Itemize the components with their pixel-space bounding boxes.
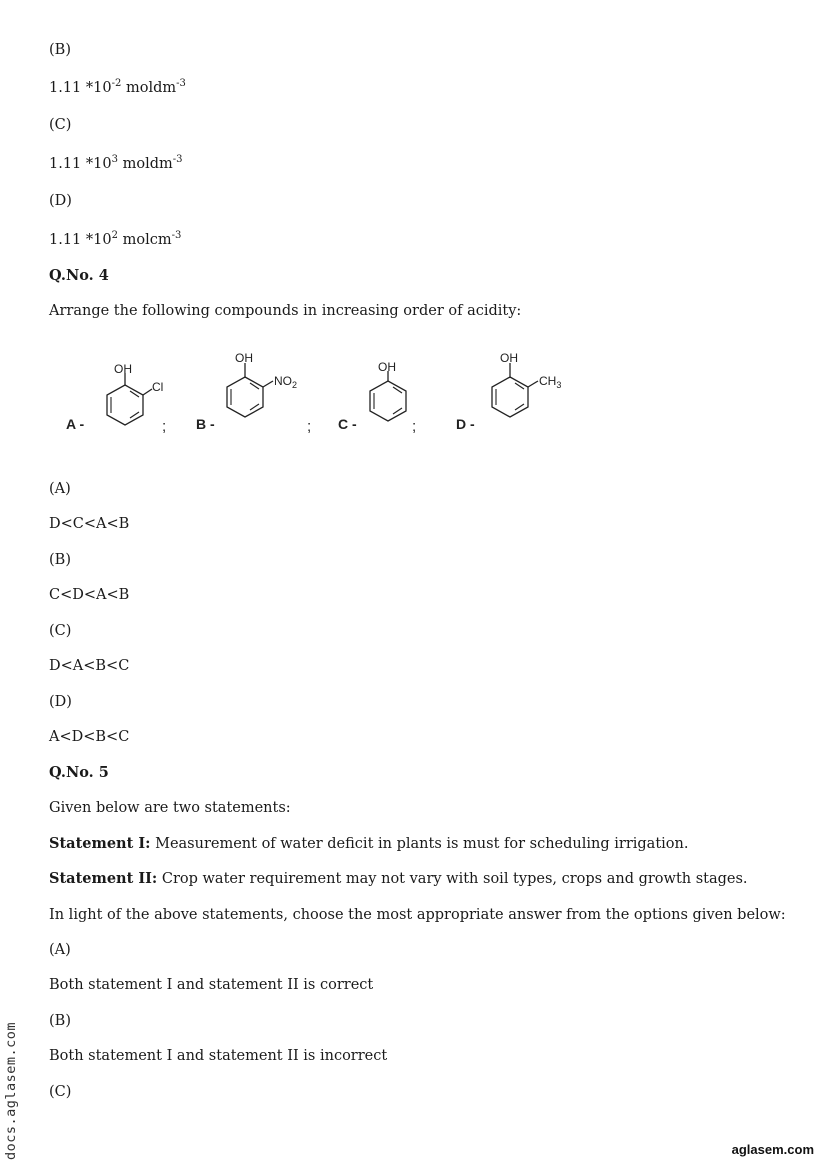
compound-c-oh: OH bbox=[378, 360, 396, 374]
compound-c-label: C - bbox=[338, 416, 357, 432]
q4-option-d-label: (D) bbox=[49, 694, 72, 710]
q5-prompt: In light of the above statements, choose the most appropriate answer from the options given below: bbox=[49, 907, 786, 923]
footer-brand: aglasem.com bbox=[731, 1142, 814, 1157]
compound-d-oh: OH bbox=[500, 351, 518, 365]
separator-3: ; bbox=[412, 418, 417, 435]
separator-1: ; bbox=[162, 418, 167, 435]
q4-number: Q.No. 4 bbox=[49, 267, 109, 284]
compound-a-substituent: Cl bbox=[152, 380, 164, 394]
q4-option-a-value: D<C<A<B bbox=[49, 516, 130, 532]
q4-option-b-value: C<D<A<B bbox=[49, 587, 130, 603]
compound-b-substituent: $NO_2$ bbox=[274, 374, 298, 390]
compound-a-oh: OH bbox=[114, 362, 132, 376]
separator-2: ; bbox=[307, 418, 312, 435]
q3-option-d-label: (D) bbox=[49, 193, 72, 209]
q5-option-b-label: (B) bbox=[49, 1013, 71, 1029]
compound-c-structure bbox=[338, 360, 416, 435]
phenol-compounds-figure bbox=[62, 343, 587, 443]
q4-option-b-label: (B) bbox=[49, 552, 71, 568]
compound-a-label: A - bbox=[66, 416, 85, 432]
q4-option-a-label: (A) bbox=[49, 481, 71, 497]
compound-b-oh: OH bbox=[235, 351, 253, 365]
q3-option-c-label: (C) bbox=[49, 117, 72, 133]
statement-2-text: Crop water requirement may not vary with soil types, crops and growth stages. bbox=[157, 871, 748, 887]
q4-option-d-value: A<D<B<C bbox=[49, 729, 130, 745]
q5-option-c-label: (C) bbox=[49, 1084, 72, 1100]
statement-2-label: Statement II: bbox=[49, 870, 158, 887]
q3-option-b-value: 1.11 $*10^{-2}$ moldm$^{-3}$ bbox=[49, 78, 186, 96]
q5-statement-2 bbox=[49, 869, 748, 889]
compound-a-structure bbox=[66, 362, 166, 435]
q3-option-d-value: 1.11 $*10^2$ molcm$^{-3}$ bbox=[49, 230, 182, 248]
q4-option-c-value: D<A<B<C bbox=[49, 658, 130, 674]
q5-intro: Given below are two statements: bbox=[49, 800, 291, 816]
q5-number: Q.No. 5 bbox=[49, 764, 109, 781]
q3-option-b-label: (B) bbox=[49, 42, 71, 58]
compound-b-structure bbox=[196, 351, 311, 435]
q5-option-a-label: (A) bbox=[49, 942, 71, 958]
side-watermark: docs.aglasem.com bbox=[3, 1021, 19, 1160]
q4-option-c-label: (C) bbox=[49, 623, 72, 639]
q5-option-b-value: Both statement I and statement II is incorrect bbox=[49, 1048, 388, 1064]
q3-option-c-value: 1.11 $*10^3$ moldm$^{-3}$ bbox=[49, 154, 183, 172]
compound-d-label: D - bbox=[456, 416, 475, 432]
compound-b-label: B - bbox=[196, 416, 215, 432]
q4-question-text: Arrange the following compounds in increasing order of acidity: bbox=[49, 303, 522, 319]
compound-d-substituent: $CH_3$ bbox=[539, 374, 562, 390]
compound-d-structure bbox=[456, 351, 561, 432]
q5-option-a-value: Both statement I and statement II is correct bbox=[49, 977, 374, 993]
statement-1-text: Measurement of water deficit in plants is must for scheduling irrigation. bbox=[150, 836, 689, 852]
statement-1-label: Statement I: bbox=[49, 835, 151, 852]
q5-statement-1 bbox=[49, 834, 688, 854]
